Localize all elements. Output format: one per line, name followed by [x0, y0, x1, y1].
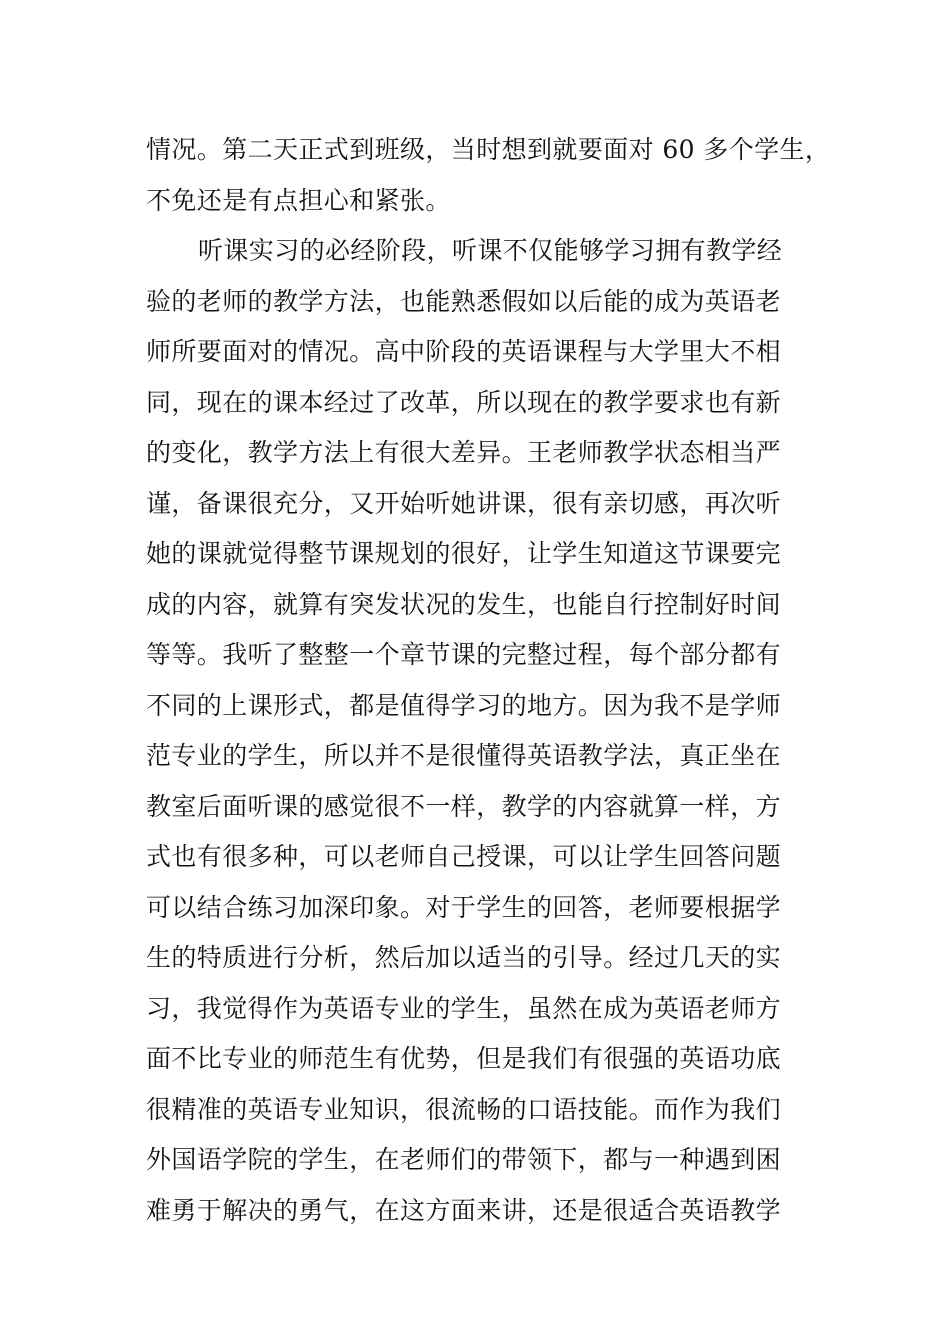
text-line: 不同的上课形式，都是值得学习的地方。因为我不是学师 [146, 690, 782, 720]
paragraph-first-line: 听课实习的必经阶段，听课不仅能够学习拥有教学经 [198, 236, 783, 265]
text-line: 师所要面对的情况。高中阶段的英语课程与大学里大不相 [146, 337, 782, 366]
text-line: 验的老师的教学方法，也能熟悉假如以后能的成为英语老 [146, 286, 782, 316]
text-line: 面不比专业的师范生有优势，但是我们有很强的英语功底 [146, 1044, 782, 1073]
text-line: 范专业的学生，所以并不是很懂得英语教学法，真正坐在 [146, 741, 782, 770]
text-line: 等等。我听了整整一个章节课的完整过程，每个部分都有 [146, 640, 782, 669]
text-line: 可以结合练习加深印象。对于学生的回答，老师要根据学 [146, 892, 782, 922]
text-line: 情况。第二天正式到班级，当时想到就要面对 60 多个学生， [146, 135, 831, 164]
text-line: 她的课就觉得整节课规划的很好，让学生知道这节课要完 [146, 539, 782, 568]
text-line: 不免还是有点担心和紧张。 [146, 185, 451, 215]
text-line: 外国语学院的学生，在老师们的带领下，都与一种遇到困 [146, 1145, 782, 1174]
text-line: 习，我觉得作为英语专业的学生，虽然在成为英语老师方 [146, 993, 782, 1023]
text-line: 教室后面听课的感觉很不一样，教学的内容就算一样，方 [146, 791, 782, 821]
text-line: 式也有很多种，可以老师自己授课，可以让学生回答问题 [146, 842, 782, 871]
body-text [146, 128, 831, 1239]
text-line: 生的特质进行分析，然后加以适当的引导。经过几天的实 [146, 943, 782, 972]
text-line: 很精准的英语专业知识，很流畅的口语技能。而作为我们 [146, 1094, 782, 1124]
text-line: 谨，备课很充分，又开始听她讲课，很有亲切感，再次听 [146, 488, 782, 518]
text-line: 难勇于解决的勇气，在这方面来讲，还是很适合英语教学 [146, 1195, 782, 1225]
text-line: 成的内容，就算有突发状况的发生，也能自行控制好时间 [146, 589, 782, 619]
text-line: 同，现在的课本经过了改革，所以现在的教学要求也有新 [146, 387, 782, 417]
text-line: 的变化，教学方法上有很大差异。王老师教学状态相当严 [146, 438, 782, 467]
